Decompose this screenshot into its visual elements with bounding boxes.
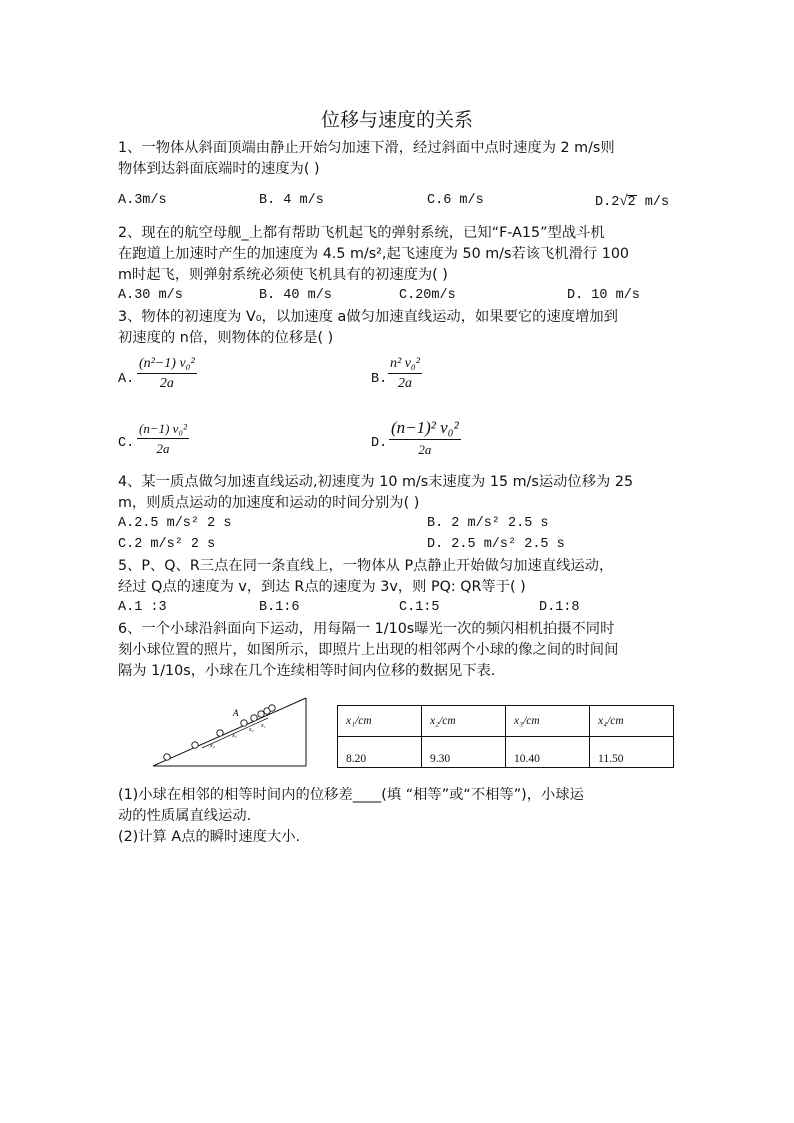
figure-label-x2: x₂ [249, 727, 254, 733]
q3-option-c-numerator: (n−1) v₀² [137, 421, 189, 439]
page-title: 位移与速度的关系 [320, 109, 473, 131]
q4-option-c: C.2 m/s² 2 s [118, 537, 216, 552]
q3-option-a-label: A. [118, 372, 135, 387]
q3-option-c-label: C. [118, 436, 135, 451]
q1-option-d-prefix: D.2 [595, 195, 620, 210]
q5-stem-line1: 5、P、Q、R三点在同一条直线上，一物体从 P点静止开始做匀加速直线运动， [118, 558, 614, 574]
q1-stem-line2: 物体到达斜面底端时的速度为( ) [118, 161, 320, 177]
q3-option-d-numerator: (n−1)² v₀² [389, 418, 461, 440]
q3-stem-line1: 3、物体的初速度为 V₀，以加速度 a做匀加速直线运动，如果要它的速度增加到 [118, 309, 618, 325]
q5-option-d: D.1:8 [539, 600, 580, 615]
q3-option-a-denominator: 2a [159, 376, 174, 391]
q1-option-d [595, 191, 669, 213]
q4-stem-line1: 4、某一质点做匀加速直线运动,初速度为 10 m/s末速度为 15 m/s运动位移为 25 [118, 474, 634, 490]
q1-option-a: A.3m/s [118, 193, 167, 208]
q1-option-c: C.6 m/s [427, 193, 484, 208]
table-cell: 11.50 [590, 737, 674, 768]
q5-option-c: C.1:5 [399, 600, 440, 615]
q3-option-b-denominator: 2a [397, 376, 412, 391]
table-row [338, 737, 674, 768]
figure-label-x4: x₄ [210, 743, 215, 749]
displacement-table [337, 705, 674, 768]
q6-sub2: (2)计算 A点的瞬时速度大小. [118, 829, 301, 845]
table-cell: 8.20 [338, 737, 422, 768]
ball-icon [217, 730, 223, 736]
q1-option-b: B. 4 m/s [259, 193, 324, 208]
table-header-cell: x₁/cm [338, 706, 422, 737]
table-header-cell: x₄/cm [590, 706, 674, 737]
q2-option-a: A.30 m/s [118, 288, 183, 303]
ball-icon [192, 742, 198, 748]
q6-stem-line3: 隔为 1/10s，小球在几个连续相等时间内位移的数据见下表. [118, 663, 496, 679]
q3-option-d-fraction [389, 418, 461, 458]
q3-option-a-fraction [137, 356, 197, 392]
sqrt-icon: √ [619, 193, 628, 209]
q5-option-b: B.1:6 [259, 600, 300, 615]
q1-stem-line1: 1、一物体从斜面顶端由静止开始匀加速下滑，经过斜面中点时速度为 2 m/s则 [118, 140, 615, 156]
incline-surface [153, 698, 306, 766]
ball-icon [251, 715, 257, 721]
q4-stem-line2: m，则质点运动的加速度和运动的时间分别为( ) [118, 495, 420, 511]
ball-icon [269, 705, 275, 711]
q3-option-b-numerator: n² v₀² [388, 356, 422, 374]
ball-icon [258, 711, 264, 717]
ball-icon [164, 754, 170, 760]
figure-label-a: A [233, 708, 239, 718]
table-header-cell: x₃/cm [506, 706, 590, 737]
q6-stem-line1: 6、一个小球沿斜面向下运动，用每隔一 1/10s曝光一次的频闪相机拍摄不同时 [118, 621, 615, 637]
q2-stem-line3: m时起飞，则弹射系统必须使飞机具有的初速度为( ) [118, 267, 448, 283]
q4-option-a: A.2.5 m/s² 2 s [118, 516, 232, 531]
q5-option-a: A.1 :3 [118, 600, 167, 615]
table-header-cell: x₂/cm [422, 706, 506, 737]
q2-stem-line2: 在跑道上加速时产生的加速度为 4.5 m/s²,起飞速度为 50 m/s若该飞机滑行 100 [118, 246, 630, 262]
q6-sub1-line1: (1)小球在相邻的相等时间内的位移差____(填 “相等”或“不相等”)，小球运 [118, 787, 584, 803]
q1-option-d-root: 2 [627, 195, 636, 210]
q4-option-b: B. 2 m/s² 2.5 s [427, 516, 549, 531]
table-cell: 9.30 [422, 737, 506, 768]
table-header-row [338, 706, 674, 737]
q2-option-c: C.20m/s [399, 288, 456, 303]
q3-option-d-denominator: 2a [418, 442, 432, 457]
incline-figure [150, 690, 310, 770]
q3-option-b-fraction [388, 356, 422, 392]
q4-option-d: D. 2.5 m/s² 2.5 s [427, 537, 565, 552]
q6-sub1-line2: 动的性质属直线运动. [118, 808, 252, 824]
q3-option-c-denominator: 2a [156, 441, 170, 456]
q2-option-d: D. 10 m/s [567, 288, 640, 303]
figure-label-x1: x₁ [261, 723, 266, 729]
ball-icon [241, 720, 247, 726]
q6-stem-line2: 刻小球位置的照片，如图所示，即照片上出现的相邻两个小球的像之间的时间间 [118, 642, 619, 658]
q3-option-a-numerator: (n²−1) v₀² [137, 356, 197, 374]
q3-option-c-fraction [137, 421, 189, 457]
q3-stem-line2: 初速度的 n倍，则物体的位移是( ) [118, 330, 334, 346]
q3-option-b-label: B. [371, 372, 388, 387]
table-cell: 10.40 [506, 737, 590, 768]
q5-stem-line2: 经过 Q点的速度为 v，到达 R点的速度为 3v，则 PQ: QR等于( ) [118, 579, 526, 595]
q3-option-d-label: D. [371, 436, 388, 451]
figure-label-x3: x₃ [232, 733, 237, 739]
q2-option-b: B. 40 m/s [259, 288, 332, 303]
q2-stem-line1: 2、现在的航空母舰_上都有帮助飞机起飞的弹射系统，已知“F-A15”型战斗机 [118, 225, 605, 241]
q1-option-d-suffix: m/s [636, 195, 670, 210]
